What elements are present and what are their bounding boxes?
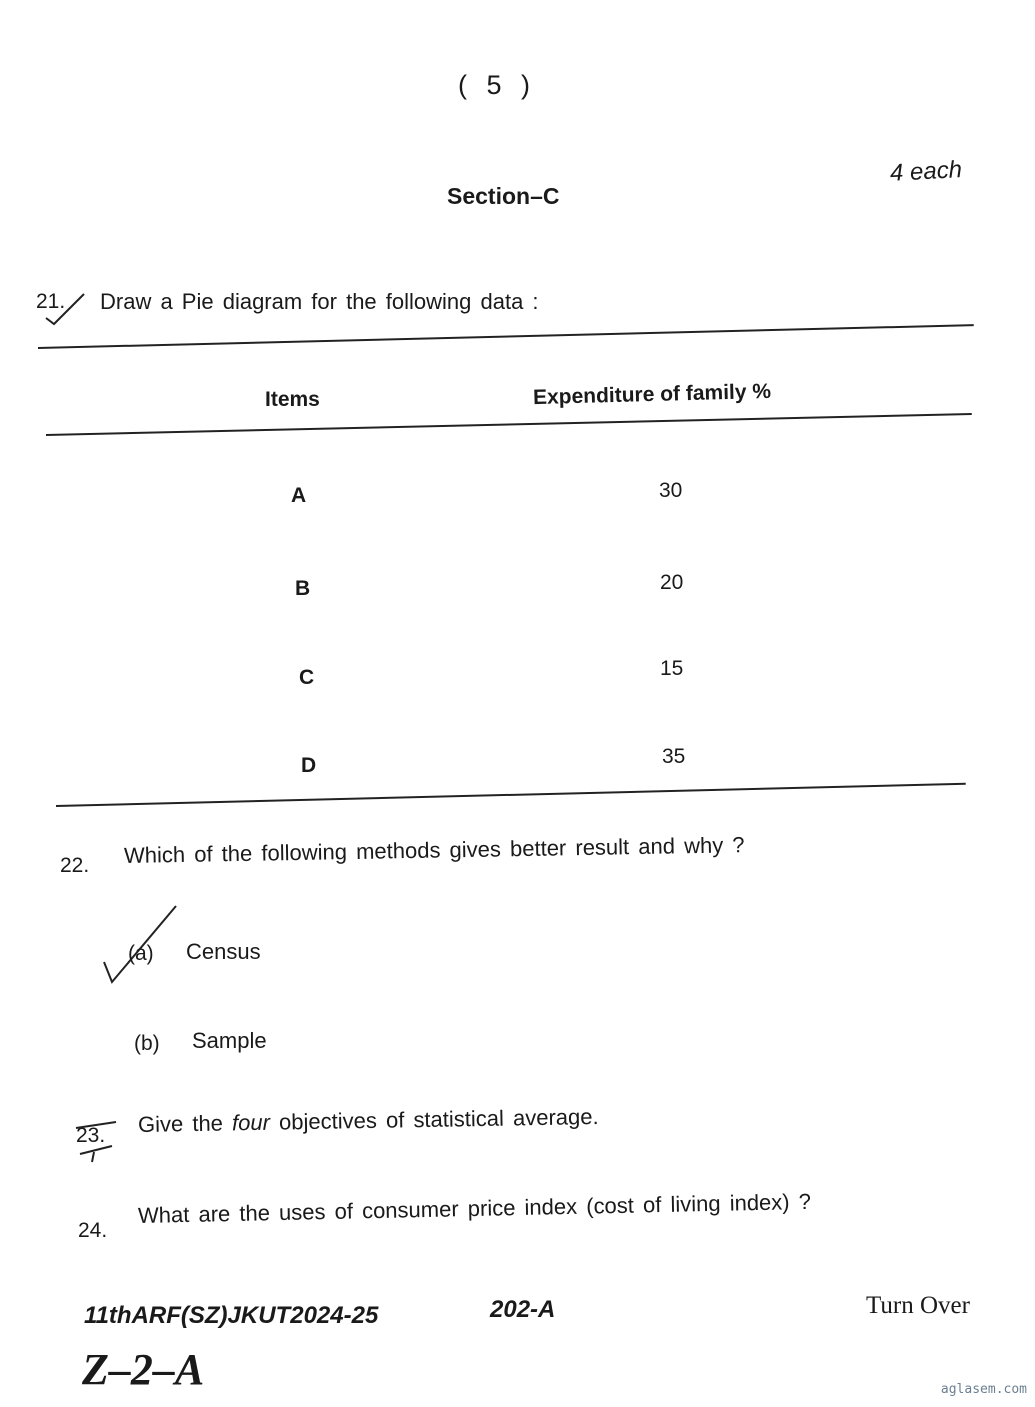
table-row-c-value: 15 <box>660 657 684 680</box>
marks-note: 4 each <box>889 156 963 187</box>
footer-paper-code: 202-A <box>490 1296 556 1323</box>
table-row-d-value: 35 <box>662 745 686 768</box>
table-bottom-rule <box>56 783 966 807</box>
table-header-rule <box>46 413 972 436</box>
q22-option-b-letter: (b) <box>134 1032 160 1055</box>
q23-text-after: objectives of statistical average. <box>269 1103 599 1135</box>
footer-turn-over: Turn Over <box>866 1292 970 1319</box>
watermark: aglasem.com <box>940 1382 1027 1397</box>
table-row-a-value: 30 <box>659 479 683 502</box>
q23-text-emphasis: four <box>231 1109 271 1136</box>
section-title: Section–C <box>447 183 560 209</box>
q22-option-a-letter: (a) <box>128 942 154 965</box>
q22-text: Which of the following methods gives better result and why ? <box>123 832 745 868</box>
table-row-c-item: C <box>299 666 315 689</box>
table-row-d-item: D <box>301 754 317 777</box>
q23-scribble-icon <box>72 1118 122 1164</box>
page-number: ( 5 ) <box>458 70 537 100</box>
q22-option-b-text: Sample <box>192 1028 267 1053</box>
table-header-items: Items <box>265 388 320 411</box>
table-top-rule <box>38 324 974 349</box>
footer-exam-code: 11thARF(SZ)JKUT2024-25 <box>84 1302 379 1329</box>
q24-number: 24. <box>78 1219 108 1242</box>
q22-number: 22. <box>60 854 90 877</box>
q21-text: Draw a Pie diagram for the following data : <box>100 289 539 314</box>
q22-option-a-text: Census <box>186 939 261 964</box>
q23-text-before: Give the <box>137 1110 233 1137</box>
table-row-b-item: B <box>295 577 311 600</box>
table-header-expenditure: Expenditure of family % <box>532 379 772 410</box>
q23-text <box>138 1104 599 1138</box>
table-row-a-item: A <box>291 484 307 507</box>
q24-text: What are the uses of consumer price index (cost of living index) ? <box>137 1188 812 1228</box>
q23-number: 23. <box>76 1124 106 1147</box>
q21-number: 21. <box>36 290 66 313</box>
table-row-b-value: 20 <box>660 571 684 594</box>
footer-set-code: Z–2–A <box>82 1345 205 1394</box>
q21-tick-icon <box>40 288 90 328</box>
